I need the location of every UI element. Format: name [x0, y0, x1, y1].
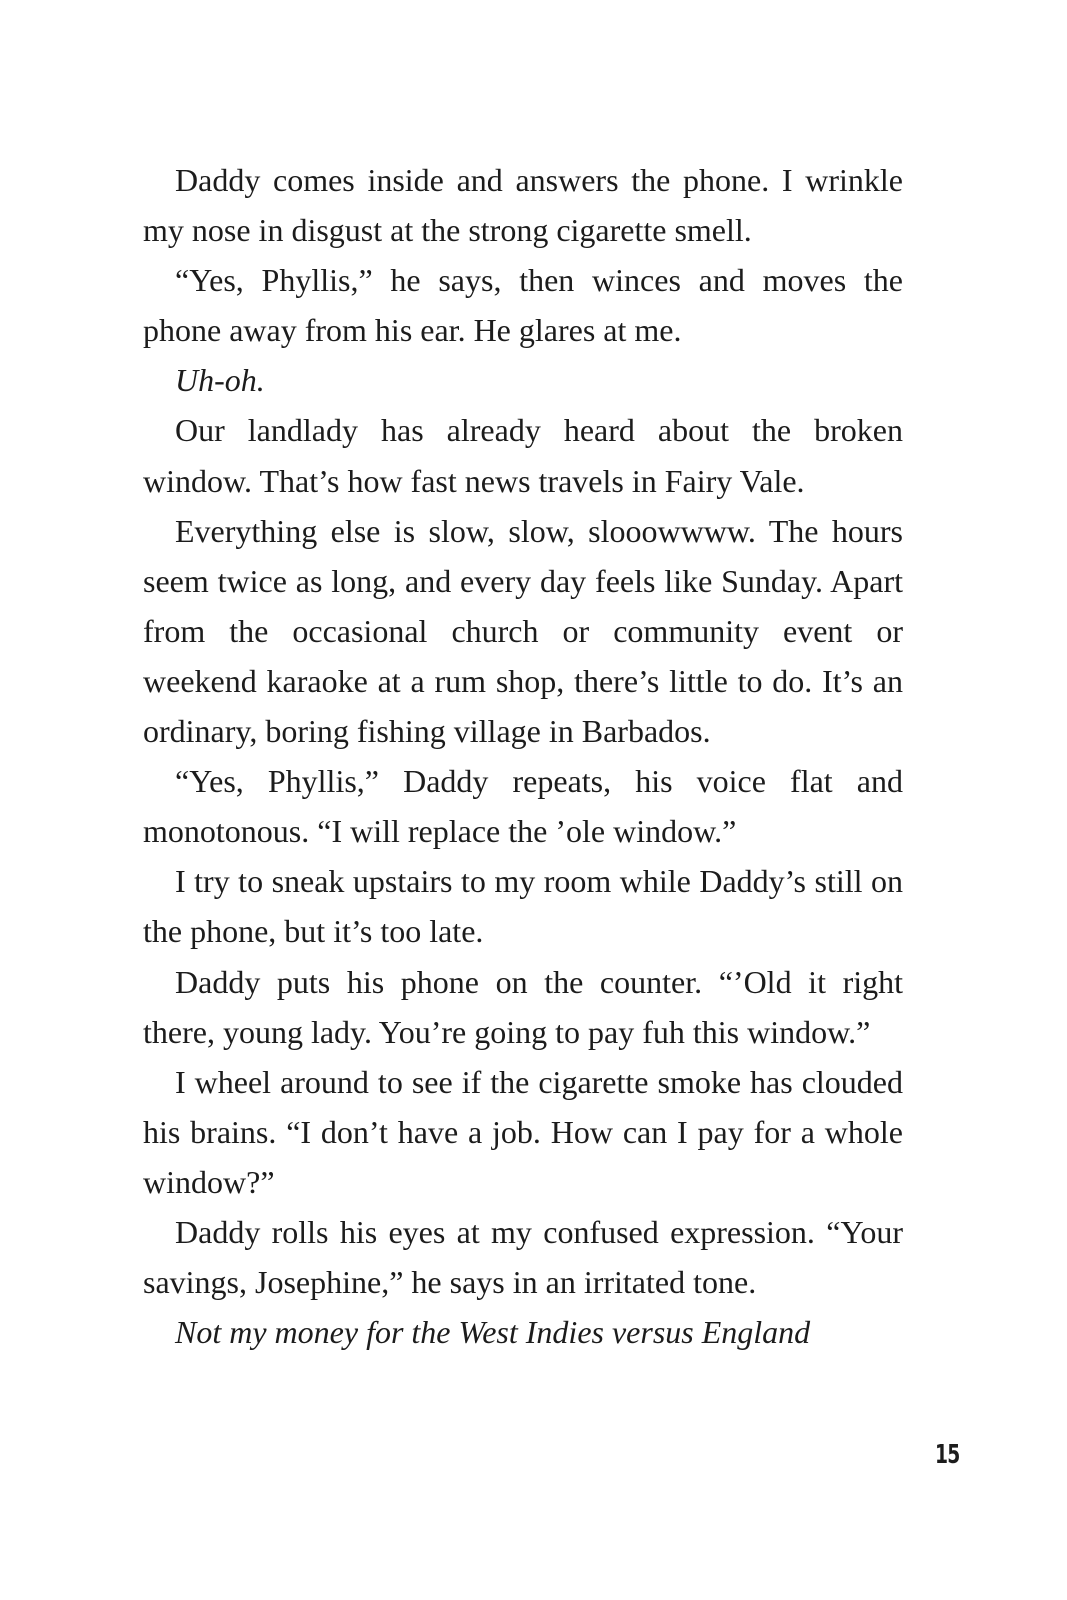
paragraph-not-my-money: Not my money for the West Indies versus England: [175, 1314, 811, 1351]
paragraph-landlady: Our landlady has already heard about the broken window. That’s how fast news travels in Fairy Vale.: [143, 412, 903, 499]
paragraph-pay-for-window: Daddy puts his phone on the counter. “’Old it right there, young lady. You’re going to pay fuh this window.”: [143, 963, 903, 1050]
paragraph-daddy-repeats: “Yes, Phyllis,” Daddy repeats, his voice flat and monotonous. “I will replace the ’ole window.”: [143, 763, 903, 850]
paragraph-uh-oh: Uh-oh.: [175, 362, 265, 399]
paragraph-sneak-upstairs: I try to sneak upstairs to my room while Daddy’s still on the phone, but it’s too late.: [143, 863, 903, 950]
paragraph-wheel-around: I wheel around to see if the cigarette smoke has clouded his brains. “I don’t have a job. How can I pay for a whole window?”: [143, 1063, 903, 1200]
paragraph-slow-village: Everything else is slow, slow, slooowwww. The hours seem twice as long, and every day feels like Sunday. Apart from the occasional church or community event or weekend karaoke at a rum shop, there’s little to do. It’s an ordinary, boring fishing village in Barbados.: [143, 512, 903, 750]
paragraph-savings: Daddy rolls his eyes at my confused expression. “Your savings, Josephine,” he says in an irritated tone.: [143, 1213, 903, 1301]
body-text: [143, 155, 903, 1357]
page-number: 15: [935, 1440, 960, 1470]
paragraph-phone-answer: Daddy comes inside and answers the phone. I wrinkle my nose in disgust at the strong cigarette smell.: [143, 162, 903, 249]
paragraph-yes-phyllis: “Yes, Phyllis,” he says, then winces and moves the phone away from his ear. He glares at me.: [143, 262, 903, 349]
